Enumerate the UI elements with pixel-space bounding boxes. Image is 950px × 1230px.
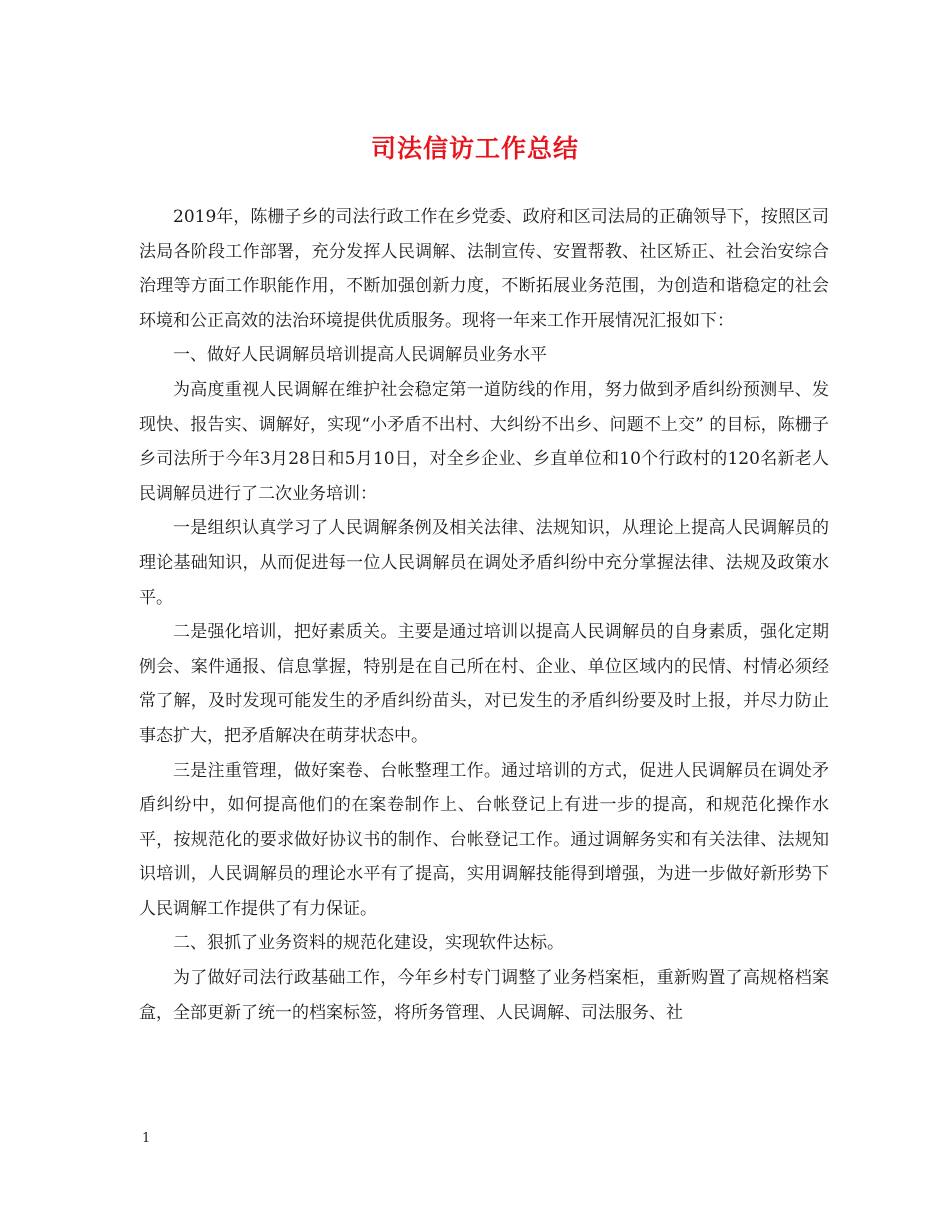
paragraph: 三是注重管理，做好案卷、台帐整理工作。通过培训的方式，促进人民调解员在调处矛盾纠纷中，如何提高他们的在案卷制作上、台帐登记上有进一步的提高，和规范化操作水平，按规范化的要求做好协议书的制作、台帐登记工作。通过调解务实和有关法律、法规知识培训，人民调解员的理论水平有了提高，实用调解技能得到增强，为进一步做好新形势下人民调解工作提供了有力保证。 (139, 760, 829, 919)
document-title: 司法信访工作总结 (370, 134, 579, 163)
page-number: 1 (142, 1131, 151, 1146)
paragraph: 为高度重视人民调解在维护社会稳定第一道防线的作用，努力做到矛盾纠纷预测早、发现快、报告实、调解好，实现“小矛盾不出村、大纠纷不出乡、问题不上交” 的目标，陈栅子乡司法所于今年3月28日和5月10日，对全乡企业、乡直单位和10个行政村的120名新老人民调解员进行了二次业务培训： (139, 379, 829, 504)
section-heading-2: 二、狠抓了业务资料的规范化建设，实现软件达标。 (173, 933, 564, 954)
document-body (139, 200, 829, 1030)
paragraph: 二是强化培训，把好素质关。主要是通过培训以提高人民调解员的自身素质，强化定期例会、案件通报、信息掌握，特别是在自己所在村、企业、单位区域内的民情、村情必须经常了解，及时发现可能发生的矛盾纠纷苗头，对已发生的矛盾纠纷要及时上报，并尽力防止事态扩大，把矛盾解决在萌芽状态中。 (139, 622, 829, 746)
paragraph: 一是组织认真学习了人民调解条例及相关法律、法规知识，从理论上提高人民调解员的理论基础知识，从而促进每一位人民调解员在调处矛盾纠纷中充分掌握法律、法规及政策水平。 (139, 518, 829, 608)
paragraph-intro: 2019年，陈栅子乡的司法行政工作在乡党委、政府和区司法局的正确领导下，按照区司法局各阶段工作部署，充分发挥人民调解、法制宣传、安置帮教、社区矫正、社会治安综合治理等方面工作职能作用，不断加强创新力度，不断拓展业务范围，为创造和谐稳定的社会环境和公正高效的法治环境提供优质服务。现将一年来工作开展情况汇报如下： (139, 207, 829, 331)
paragraph: 为了做好司法行政基础工作，今年乡村专门调整了业务档案柜，重新购置了高规格档案盒，全部更新了统一的档案标签，将所务管理、人民调解、司法服务、社 (139, 968, 829, 1023)
section-heading-1: 一、做好人民调解员培训提高人民调解员业务水平 (173, 345, 547, 366)
